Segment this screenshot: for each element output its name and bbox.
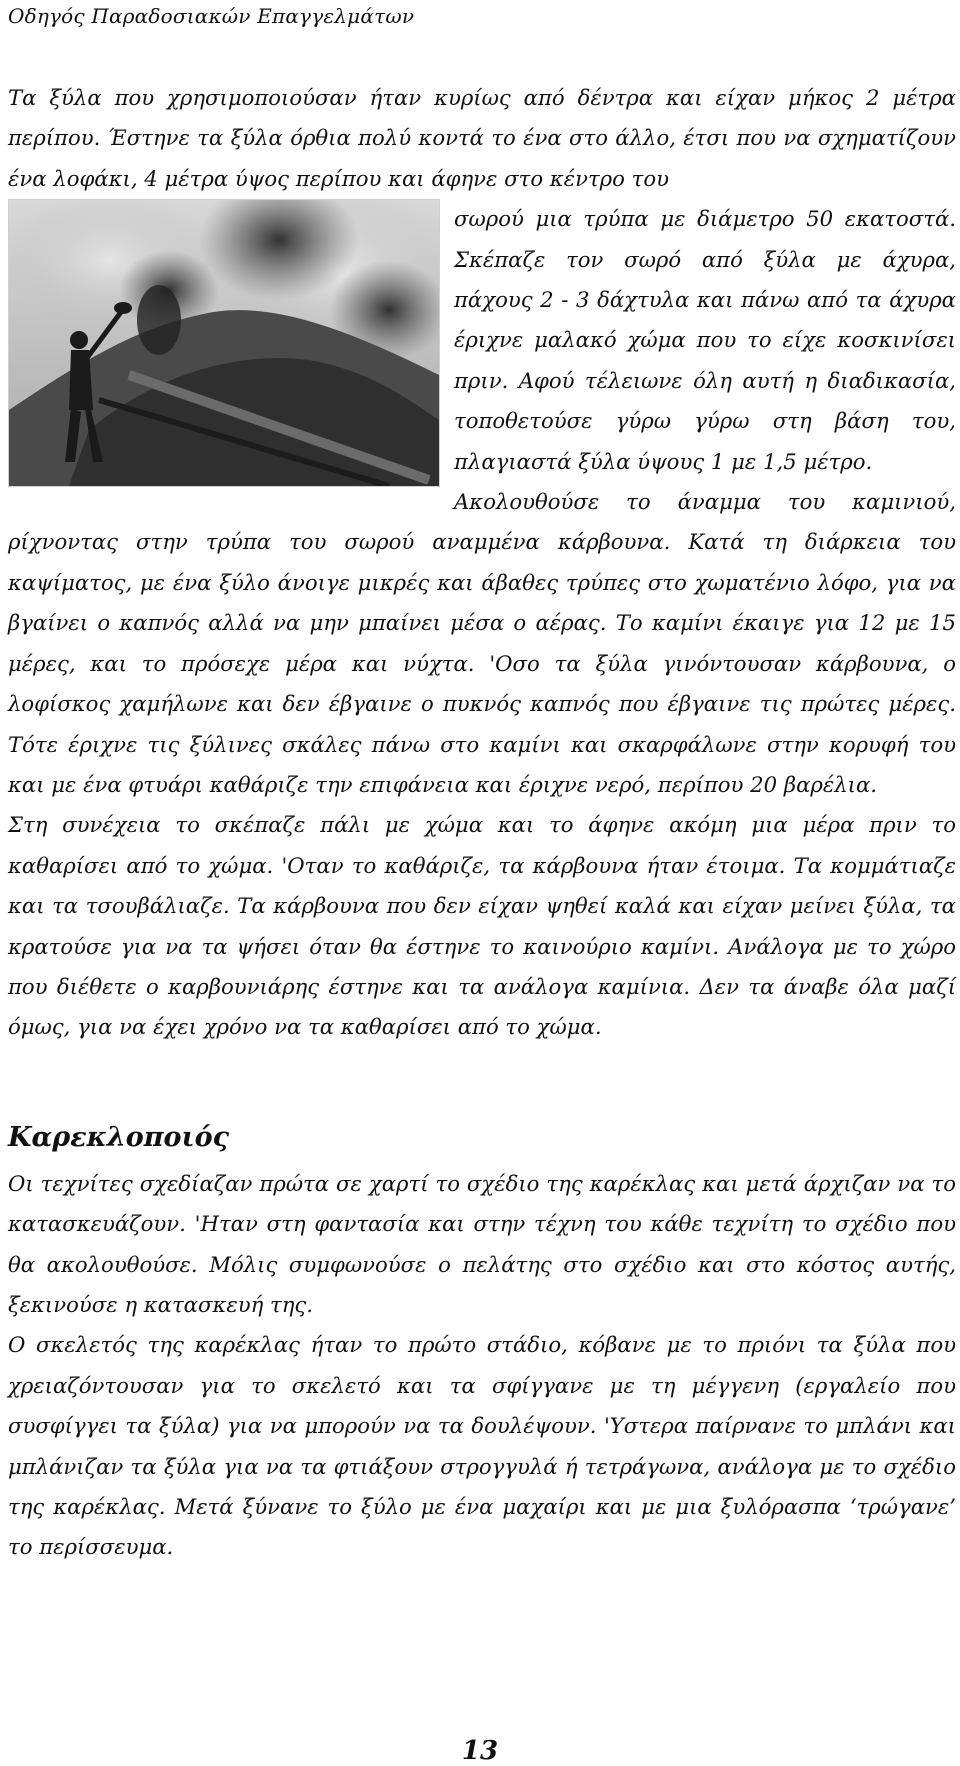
charcoal-kiln-photo-icon bbox=[9, 200, 439, 486]
paragraph-intro: Τα ξύλα που χρησιμοποιούσαν ήταν κυρίως από δέντρα και είχαν μήκος 2 μέτρα περίπου. Έστηνε τα ξύλα όρθια πολύ κοντά το ένα στο άλλο, έτσι που να σχηματίζουν ένα λοφάκι, 4 μέτρα ύψος περίπου και άφηνε στο κέντρο του bbox=[8, 85, 956, 191]
paragraph-chair-design: Οι τεχνίτες σχεδίαζαν πρώτα σε χαρτί το σχέδιο της καρέκλας και μετά άρχιζαν να το κατασκευάζουν. 'Ηταν στη φαντασία και στην τέχνη του κάθε τεχνίτη το σχέδιο που θα ακολουθούσε. Μόλις συμφωνούσε ο πελάτης στο σχέδιο και στο κόστος αυτής, ξεκινούσε η κατασκευή της. bbox=[8, 1170, 956, 1317]
paragraph-kiln-cleaning: Στη συνέχεια το σκέπαζε πάλι με χώμα και το άφηνε ακόμη μια μέρα πριν το καθαρίσει από το χώμα. 'Οταν το καθάριζε, τα κάρβουνα ήταν έτοιμα. Τα κομμάτιαζε και τα τσουβάλιαζε. Τα κάρβουνα που δεν είχαν ψηθεί καλά και είχαν μείνει ξύλα, τα κρατούσε για να τα ψήσει όταν θα έστηνε το καινούριο καμίνι. Ανάλογα με το χώρο που διέθετε ο καρβουνιάρης έστηνε και τα ανάλογα καμίνια. Δεν τα άναβε όλα μαζί όμως, για να έχει χρόνο να τα καθαρίσει από το χώμα. bbox=[8, 812, 956, 1040]
paragraph-chair-frame: Ο σκελετός της καρέκλας ήταν το πρώτο στάδιο, κόβανε με το πριόνι τα ξύλα που χρειαζόντουσαν για το σκελετό και τα σφίγγανε με τη μέγγενη (εργαλείο που συσφίγγει τα ξύλα) για να μπορούν να τα δουλέψουν. 'Υστερα παίρνανε το μπλάνι και μπλάνιζαν τα ξύλα για να τα φτιάξουν στρογγυλά ή τετράγωνα, ανάλογα με το σχέδιο της καρέκλας. Μετά ξύνανε το ξύλο με ένα μαχαίρι και με μια ξυλόρασπα ‘τρώγανε’ το περίσσευμα. bbox=[8, 1332, 956, 1560]
paragraph-wrapped: σωρού μια τρύπα με διάμετρο 50 εκατοστά. Σκέπαζε τον σωρό από ξύλα με άχυρα, πάχους 2 - 3 δάχτυλα και πάνω από τα άχυρα έριχνε μαλακό χώμα που το είχε κοσκινίσει πριν. Αφού τέλειωνε όλη αυτή η διαδικασία, τοποθετούσε γύρω γύρω στη βάση του, πλαγιαστά ξύλα ύψους 1 με 1,5 μέτρο. bbox=[454, 206, 956, 474]
charcoal-kiln-photo bbox=[8, 199, 440, 487]
paragraph-kiln-lighting: Ακολουθούσε το άναμμα του καμινιού, ρίχνοντας στην τρύπα του σωρού αναμμένα κάρβουνα. Κατά τη διάρκεια του καψίματος, με ένα ξύλο άνοιγε μικρές και άβαθες τρύπες στο χωματένιο λόφο, για να βγαίνει ο καπνός αλλά να μην μπαίνει μέσα ο αέρας. Το καμίνι έκαιγε για 12 με 15 μέρες, και το πρόσεχε μέρα και νύχτα. 'Οσο τα ξύλα γινόντουσαν κάρβουνα, ο λοφίσκος χαμήλωνε και δεν έβγαινε ο πυκνός καπνός που έβγαινε τις πρώτες μέρες. Τότε έριχνε τις ξύλινες σκάλες πάνω στο καμίνι και σκαρφάλωνε στην κορυφή του και με ένα φτυάρι καθάριζε την επιφάνεια και έριχνε νερό, περίπου 20 βαρέλια. bbox=[8, 489, 956, 797]
running-header: Οδηγός Παραδοσιακών Επαγγελμάτων bbox=[8, 4, 415, 28]
section-heading-chairmaker: Καρεκλοποιός bbox=[8, 1121, 230, 1153]
page-number: 13 bbox=[461, 1736, 499, 1766]
page-content bbox=[8, 78, 956, 1568]
